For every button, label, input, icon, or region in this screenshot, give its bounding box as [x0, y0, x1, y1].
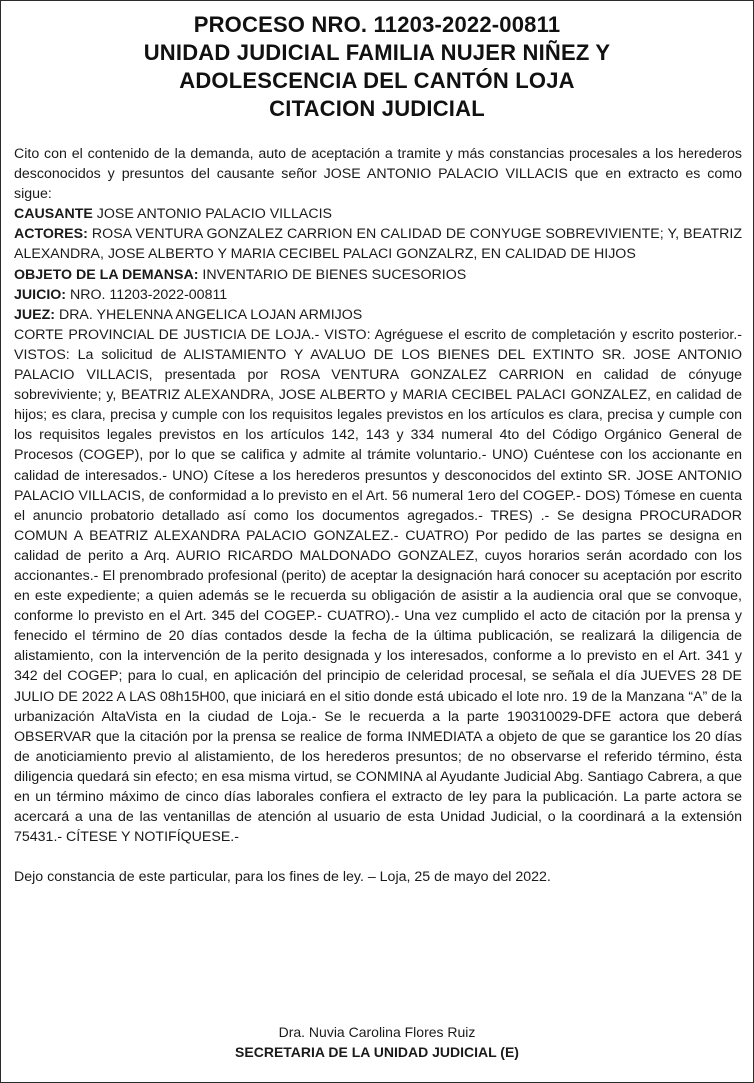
- juicio-value: NRO. 11203-2022-00811: [66, 286, 228, 303]
- actores-line: [14, 224, 742, 264]
- juicio-line: [14, 285, 742, 305]
- signatory-name: Dra. Nuvia Carolina Flores Ruiz: [278, 1024, 476, 1040]
- actores-label: ACTORES:: [14, 226, 88, 243]
- objeto-label: OBJETO DE LA DEMANSA:: [14, 266, 199, 283]
- closing-statement: Dejo constancia de este particular, para los fines de ley. – Loja, 25 de mayo del 2022.: [14, 869, 551, 886]
- court-unit-title: UNIDAD JUDICIAL FAMILIA NUJER NIÑEZ Y: [143, 40, 611, 65]
- main-resolution-text: CORTE PROVINCIAL DE JUSTICIA DE LOJA.- VISTO: Agréguese el escrito de completación y escrito posterior.- VISTOS: La solicitud de ALISTAMIENTO Y AVALUO DE LOS BIENES DEL EXTINTO SR. JOSE ANTONIO PALACIO VILLACIS, presentada por ROSA VENTURA GONZALEZ CARRION en calidad de cónyuge sobreviviente; y, BEATRIZ ALEXANDRA, JOSE ALBERTO y MARIA CECIBEL PALACI GONZALEZ, en calidad de hijos; es clara, precisa y cumple con los requisitos legales previstos en los artículos es clara, precisa y cumple con los requisitos legales previstos en los artículos 142, 143 y 334 numeral 4to del Código Orgánico General de Procesos (COGEP), por lo que se califica y admite al trámite voluntario.- UNO) Cuéntese con los accionante en calidad de interesados.- UNO) Cítese a los herederos presuntos y desconocidos del extinto SR. JOSE ANTONIO PALACIO VILLACIS, de conformidad a lo previsto en el Art. 56 numeral 1ero del COGEP.- DOS) Tómese en cuenta el anuncio probatorio detallado así como los documentos agregados.- TRES) .- Se designa PROCURADOR COMUN A BEATRIZ ALEXANDRA PALACIO GONZALEZ.- CUATRO) Por pedido de las partes se designa en calidad de perito a Arq. AURIO RICARDO MALDONADO GONZALEZ, cuyos horarios serán acordado con los accionantes.- El prenombrado profesional (perito) de aceptar la designación hará conocer su aceptación por escrito en este expediente; a quien además se le recuerda su obligación de asistir a la audiencia oral que se convoque, conforme lo previsto en el Art. 345 del COGEP.- CUATRO).- Una vez cumplido el acto de citación por la prensa y fenecido el término de 20 días contados desde la fecha de la última publicación, se realizará la diligencia de alistamiento, con la intervención de la perito designada y los interesados, conforme a lo previsto en el Art. 341 y 342 del COGEP; para lo cual, en aplicación del principio de celeridad procesal, se señala el día JUEVES 28 DE JULIO DE 2022 A LAS 08h15H00, que iniciará en el sitio donde está ubicado el lote nro. 19 de la Manzana “A” de la urbanización AltaVista en la ciudad de Loja.- Se le recuerda a la parte 190310029-DFE actora que deberá OBSERVAR que la citación por la prensa se realice de forma INMEDIATA a objeto de que se garantice los 20 días de anoticiamiento previo al alistamiento, de los herederos presuntos; de no observarse el referido término, ésta diligencia quedará sin efecto; en esa misma virtud, se CONMINA al Ayudante Judicial Abg. Santiago Cabrera, a que en un término máximo de cinco días laborales confiera el extracto de ley para la publicación. La parte actora se acercará a una de las ventanillas de atención al usuario de esta Unidad Judicial, o la coordinará a la extensión 75431.- CÍTESE Y NOTIFÍQUESE.-: [14, 326, 742, 846]
- actores-value: ROSA VENTURA GONZALEZ CARRION EN CALIDAD DE CONYUGE SOBREVIVIENTE; Y, BEATRIZ ALEXANDRA, JOSE ALBERTO Y MARIA CECIBEL PALACI GONZALRZ, EN CALIDAD DE HIJOS: [14, 226, 742, 263]
- document-type-title: CITACION JUDICIAL: [269, 96, 485, 121]
- process-number-title: PROCESO NRO. 11203-2022-00811: [193, 12, 561, 37]
- juez-label: JUEZ:: [14, 306, 55, 323]
- signature-block: [1, 1022, 753, 1062]
- juicio-label: JUICIO:: [14, 286, 67, 303]
- court-unit-title-continued: ADOLESCENCIA DEL CANTÓN LOJA: [179, 68, 575, 93]
- intro-paragraph: Cito con el contenido de la demanda, auto de aceptación a tramite y más constancias procesales a los herederos desconocidos y presuntos del causante señor JOSE ANTONIO PALACIO VILLACIS que en extracto es como sigue:: [14, 146, 742, 203]
- notice-header: [11, 11, 743, 123]
- causante-line: [14, 204, 742, 224]
- juez-value: DRA. YHELENNA ANGELICA LOJAN ARMIJOS: [55, 306, 363, 323]
- causante-label: CAUSANTE: [14, 206, 93, 223]
- causante-value: JOSE ANTONIO PALACIO VILLACIS: [92, 206, 332, 223]
- objeto-line: [14, 265, 742, 285]
- signatory-office: SECRETARIA DE LA UNIDAD JUDICIAL (E): [235, 1044, 519, 1060]
- juez-line: [14, 305, 742, 325]
- objeto-value: INVENTARIO DE BIENES SUCESORIOS: [198, 266, 467, 283]
- notice-body: [14, 144, 742, 887]
